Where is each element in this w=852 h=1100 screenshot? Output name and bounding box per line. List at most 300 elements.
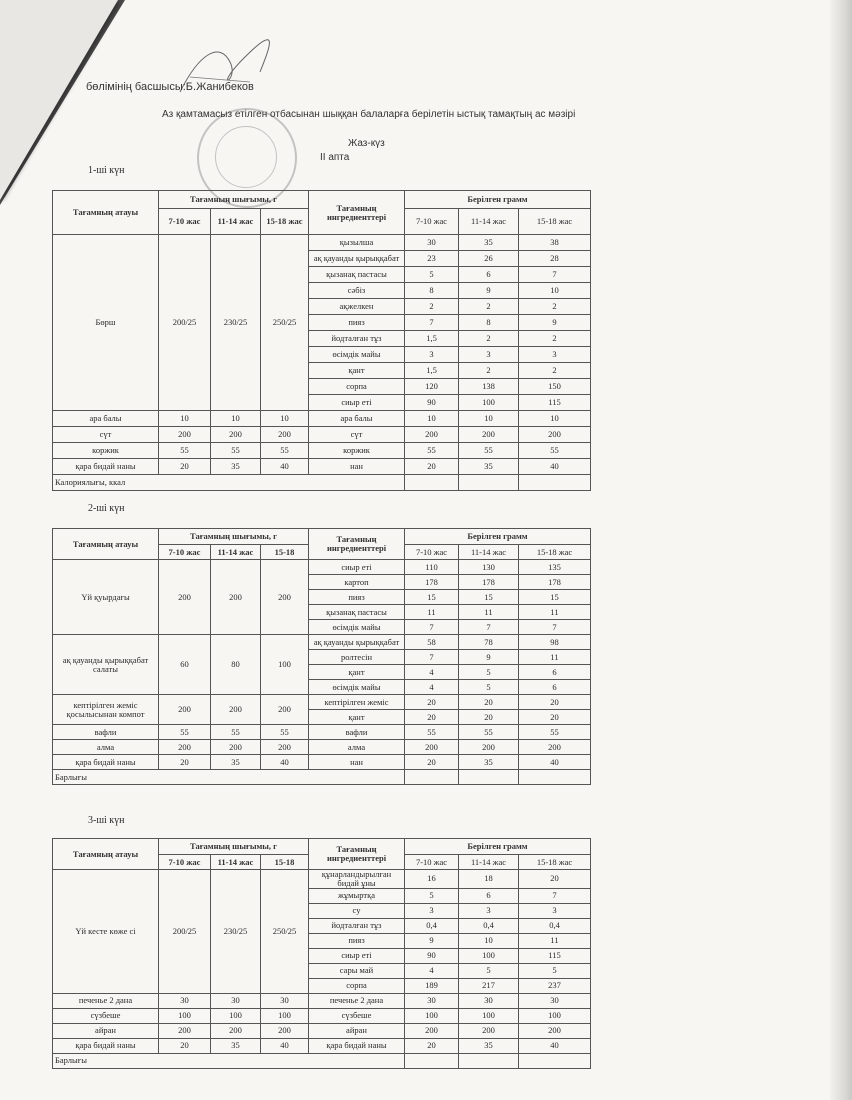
gram-value: 20: [519, 870, 591, 889]
ingredients-column-header: Тағамның ингредиенттері: [309, 839, 405, 870]
portion-value: 40: [261, 755, 309, 770]
gram-value: 9: [405, 933, 459, 948]
portion-value: 100: [211, 1008, 261, 1023]
gram-value: 20: [459, 695, 519, 710]
gram-value: 178: [459, 575, 519, 590]
gram-value: 150: [519, 379, 591, 395]
footer-cell: [405, 770, 459, 785]
footer-cell: [459, 475, 519, 491]
ingredients-column-header: Тағамның ингредиенттері: [309, 529, 405, 560]
gram-value: 11: [519, 605, 591, 620]
portion-age-header: 11-14 жас: [211, 545, 261, 560]
portion-value: 200: [159, 740, 211, 755]
gram-value: 6: [459, 888, 519, 903]
portion-age-header: 15-18: [261, 855, 309, 870]
gram-value: 200: [519, 427, 591, 443]
header-row: [53, 529, 591, 545]
footer-label: Барлығы: [53, 1053, 405, 1068]
grams-column-header: Берілген грамм: [405, 191, 591, 209]
gram-value: 7: [519, 620, 591, 635]
dish-name: Үй кесте көже сі: [53, 870, 159, 994]
portion-value: 40: [261, 1038, 309, 1053]
gram-value: 100: [459, 395, 519, 411]
dish-column-header: Тағамның атауы: [53, 191, 159, 235]
gram-value: 15: [405, 590, 459, 605]
portion-value: 200: [159, 695, 211, 725]
gram-value: 20: [405, 695, 459, 710]
dish-name: қара бидай наны: [53, 1038, 159, 1053]
day-1-menu-table: [52, 190, 591, 491]
gram-value: 38: [519, 235, 591, 251]
gram-value: 90: [405, 395, 459, 411]
portion-value: 100: [261, 635, 309, 695]
gram-value: 7: [519, 267, 591, 283]
portion-value: 100: [261, 1008, 309, 1023]
table-row: [53, 235, 591, 251]
table-row: [53, 740, 591, 755]
dish-name: сүзбеше: [53, 1008, 159, 1023]
gram-value: 7: [459, 620, 519, 635]
gram-value: 40: [519, 459, 591, 475]
grams-age-header: 11-14 жас: [459, 545, 519, 560]
portion-age-header: 7-10 жас: [159, 545, 211, 560]
ingredient-name: ара балы: [309, 411, 405, 427]
dish-name: қара бидай наны: [53, 459, 159, 475]
grams-age-header: 11-14 жас: [459, 209, 519, 235]
gram-value: 189: [405, 978, 459, 993]
ingredient-name: ролтесін: [309, 650, 405, 665]
gram-value: 7: [405, 315, 459, 331]
portion-value: 200: [159, 560, 211, 635]
gram-value: 15: [459, 590, 519, 605]
ingredient-name: құнарландырылған бидай ұны: [309, 870, 405, 889]
dish-name: қара бидай наны: [53, 755, 159, 770]
ingredient-name: сиыр еті: [309, 948, 405, 963]
gram-value: 55: [519, 443, 591, 459]
gram-value: 200: [405, 740, 459, 755]
portion-value: 200: [261, 695, 309, 725]
ingredient-name: су: [309, 903, 405, 918]
table-row: [53, 725, 591, 740]
gram-value: 4: [405, 963, 459, 978]
portion-value: 55: [261, 443, 309, 459]
gram-value: 0,4: [459, 918, 519, 933]
ingredient-name: қант: [309, 665, 405, 680]
table-row: [53, 1038, 591, 1053]
gram-value: 3: [405, 347, 459, 363]
footer-label: Калориялығы, ккал: [53, 475, 405, 491]
gram-value: 6: [459, 267, 519, 283]
ingredient-name: сиыр еті: [309, 395, 405, 411]
portion-value: 10: [211, 411, 261, 427]
gram-value: 11: [519, 933, 591, 948]
gram-value: 8: [405, 283, 459, 299]
footer-cell: [519, 1053, 591, 1068]
gram-value: 20: [405, 1038, 459, 1053]
gram-value: 7: [405, 620, 459, 635]
gram-value: 6: [519, 665, 591, 680]
table-row: [53, 870, 591, 889]
portion-value: 100: [159, 1008, 211, 1023]
dish-name: кептірілген жеміс қосылысынан компот: [53, 695, 159, 725]
gram-value: 3: [459, 903, 519, 918]
portion-column-header: Тағамның шығымы, г: [159, 191, 309, 209]
gram-value: 9: [459, 650, 519, 665]
gram-value: 4: [405, 665, 459, 680]
grams-age-header: 7-10 жас: [405, 855, 459, 870]
gram-value: 7: [405, 650, 459, 665]
portion-value: 55: [211, 725, 261, 740]
gram-value: 23: [405, 251, 459, 267]
day-2-menu-table: [52, 528, 591, 785]
gram-value: 4: [405, 680, 459, 695]
header-row: [53, 839, 591, 855]
portion-column-header: Тағамның шығымы, г: [159, 839, 309, 855]
gram-value: 2: [519, 363, 591, 379]
ingredient-name: өсімдік майы: [309, 680, 405, 695]
portion-value: 30: [159, 993, 211, 1008]
portion-value: 230/25: [211, 870, 261, 994]
ingredient-name: сорпа: [309, 978, 405, 993]
grams-age-header: 15-18 жас: [519, 545, 591, 560]
footer-cell: [459, 1053, 519, 1068]
scanner-edge: [830, 0, 852, 1100]
gram-value: 1,5: [405, 331, 459, 347]
table-row: [53, 459, 591, 475]
portion-value: 200: [261, 740, 309, 755]
ingredient-name: өсімдік майы: [309, 347, 405, 363]
gram-value: 10: [459, 411, 519, 427]
portion-value: 55: [261, 725, 309, 740]
gram-value: 200: [405, 427, 459, 443]
gram-value: 3: [459, 347, 519, 363]
portion-value: 200: [211, 740, 261, 755]
gram-value: 2: [405, 299, 459, 315]
gram-value: 78: [459, 635, 519, 650]
portion-value: 250/25: [261, 235, 309, 411]
portion-value: 10: [159, 411, 211, 427]
table-row: [53, 1023, 591, 1038]
table-row: [53, 1008, 591, 1023]
dish-name: коржик: [53, 443, 159, 459]
portion-value: 200: [159, 1023, 211, 1038]
table-row: [53, 695, 591, 710]
ingredient-name: картоп: [309, 575, 405, 590]
gram-value: 110: [405, 560, 459, 575]
gram-value: 58: [405, 635, 459, 650]
gram-value: 20: [405, 459, 459, 475]
ingredient-name: айран: [309, 1023, 405, 1038]
grams-age-header: 7-10 жас: [405, 209, 459, 235]
gram-value: 200: [519, 1023, 591, 1038]
portion-age-header: 15-18 жас: [261, 209, 309, 235]
table-row: [53, 411, 591, 427]
grams-column-header: Берілген грамм: [405, 839, 591, 855]
grams-age-header: 15-18 жас: [519, 209, 591, 235]
dish-name: ақ қауанды қырыққабат салаты: [53, 635, 159, 695]
gram-value: 178: [519, 575, 591, 590]
ingredient-name: қант: [309, 710, 405, 725]
portion-age-header: 7-10 жас: [159, 855, 211, 870]
dish-name: ара балы: [53, 411, 159, 427]
gram-value: 11: [405, 605, 459, 620]
gram-value: 0,4: [519, 918, 591, 933]
gram-value: 55: [405, 443, 459, 459]
gram-value: 11: [519, 650, 591, 665]
ingredient-name: өсімдік майы: [309, 620, 405, 635]
ingredient-name: сорпа: [309, 379, 405, 395]
grams-column-header: Берілген грамм: [405, 529, 591, 545]
gram-value: 35: [459, 459, 519, 475]
gram-value: 40: [519, 1038, 591, 1053]
table-row: [53, 560, 591, 575]
gram-value: 20: [519, 695, 591, 710]
ingredient-name: пияз: [309, 933, 405, 948]
gram-value: 115: [519, 948, 591, 963]
dish-column-header: Тағамның атауы: [53, 839, 159, 870]
ingredient-name: печенье 2 дана: [309, 993, 405, 1008]
portion-age-header: 7-10 жас: [159, 209, 211, 235]
gram-value: 28: [519, 251, 591, 267]
gram-value: 200: [405, 1023, 459, 1038]
dish-name: алма: [53, 740, 159, 755]
portion-value: 55: [159, 443, 211, 459]
gram-value: 115: [519, 395, 591, 411]
dish-name: сүт: [53, 427, 159, 443]
gram-value: 100: [519, 1008, 591, 1023]
portion-value: 20: [159, 459, 211, 475]
gram-value: 200: [459, 1023, 519, 1038]
portion-value: 200: [261, 427, 309, 443]
ingredient-name: ақ қауанды қырыққабат: [309, 635, 405, 650]
gram-value: 100: [459, 1008, 519, 1023]
footer-label: Барлығы: [53, 770, 405, 785]
gram-value: 9: [519, 315, 591, 331]
footer-row: [53, 1053, 591, 1068]
gram-value: 2: [459, 331, 519, 347]
gram-value: 138: [459, 379, 519, 395]
day-3-label: 3-ші күн: [88, 815, 125, 826]
table-row: [53, 427, 591, 443]
portion-value: 60: [159, 635, 211, 695]
day-1-label: 1-ші күн: [88, 165, 125, 176]
gram-value: 5: [405, 888, 459, 903]
table-row: [53, 635, 591, 650]
table-row: [53, 993, 591, 1008]
week-label: ІІ апта: [320, 152, 350, 163]
gram-value: 55: [459, 725, 519, 740]
ingredient-name: қызанақ пастасы: [309, 605, 405, 620]
gram-value: 200: [459, 740, 519, 755]
table-row: [53, 755, 591, 770]
document-title: Аз қамтамасыз етілген отбасынан шыққан балаларға берілетін ыстық тамақтың ас мәзірі: [162, 109, 576, 120]
ingredient-name: йодталған тұз: [309, 918, 405, 933]
portion-age-header: 11-14 жас: [211, 209, 261, 235]
portion-value: 40: [261, 459, 309, 475]
gram-value: 18: [459, 870, 519, 889]
grams-age-header: 7-10 жас: [405, 545, 459, 560]
ingredient-name: пияз: [309, 590, 405, 605]
portion-value: 55: [159, 725, 211, 740]
header-row: [53, 191, 591, 209]
portion-value: 35: [211, 1038, 261, 1053]
portion-value: 20: [159, 755, 211, 770]
portion-value: 35: [211, 755, 261, 770]
gram-value: 2: [519, 331, 591, 347]
gram-value: 40: [519, 755, 591, 770]
gram-value: 20: [405, 710, 459, 725]
gram-value: 55: [405, 725, 459, 740]
portion-value: 30: [211, 993, 261, 1008]
dish-name: печенье 2 дана: [53, 993, 159, 1008]
gram-value: 237: [519, 978, 591, 993]
dish-name: Үй қуырдағы: [53, 560, 159, 635]
grams-age-header: 15-18 жас: [519, 855, 591, 870]
portion-value: 200/25: [159, 870, 211, 994]
gram-value: 55: [519, 725, 591, 740]
ingredient-name: сүзбеше: [309, 1008, 405, 1023]
footer-row: [53, 475, 591, 491]
gram-value: 217: [459, 978, 519, 993]
ingredients-column-header: Тағамның ингредиенттері: [309, 191, 405, 235]
portion-value: 200/25: [159, 235, 211, 411]
portion-value: 200: [211, 1023, 261, 1038]
gram-value: 8: [459, 315, 519, 331]
ingredient-name: қант: [309, 363, 405, 379]
gram-value: 120: [405, 379, 459, 395]
gram-value: 20: [405, 755, 459, 770]
ingredient-name: коржик: [309, 443, 405, 459]
portion-value: 35: [211, 459, 261, 475]
gram-value: 3: [405, 903, 459, 918]
gram-value: 35: [459, 755, 519, 770]
portion-value: 200: [211, 427, 261, 443]
gram-value: 11: [459, 605, 519, 620]
ingredient-name: қызылша: [309, 235, 405, 251]
dish-name: айран: [53, 1023, 159, 1038]
gram-value: 0,4: [405, 918, 459, 933]
gram-value: 5: [459, 680, 519, 695]
approval-line: кін:: [68, 63, 83, 74]
gram-value: 135: [519, 560, 591, 575]
ingredient-name: сиыр еті: [309, 560, 405, 575]
ingredient-name: жұмыртқа: [309, 888, 405, 903]
ingredient-name: сәбіз: [309, 283, 405, 299]
grams-age-header: 11-14 жас: [459, 855, 519, 870]
gram-value: 3: [519, 903, 591, 918]
gram-value: 10: [519, 411, 591, 427]
ingredient-name: вафли: [309, 725, 405, 740]
dish-column-header: Тағамның атауы: [53, 529, 159, 560]
gram-value: 100: [459, 948, 519, 963]
gram-value: 26: [459, 251, 519, 267]
gram-value: 6: [519, 680, 591, 695]
footer-cell: [519, 770, 591, 785]
ingredient-name: ақжелкен: [309, 299, 405, 315]
gram-value: 20: [459, 710, 519, 725]
day-3-menu-table: [52, 838, 591, 1069]
ingredient-name: ақ қауанды қырыққабат: [309, 251, 405, 267]
gram-value: 2: [459, 299, 519, 315]
ingredient-name: сары май: [309, 963, 405, 978]
gram-value: 1,5: [405, 363, 459, 379]
ingredient-name: қызанақ пастасы: [309, 267, 405, 283]
portion-value: 250/25: [261, 870, 309, 994]
gram-value: 130: [459, 560, 519, 575]
ingredient-name: йодталған тұз: [309, 331, 405, 347]
footer-cell: [459, 770, 519, 785]
portion-value: 200: [211, 695, 261, 725]
ingredient-name: алма: [309, 740, 405, 755]
gram-value: 3: [519, 347, 591, 363]
ingredient-name: қара бидай наны: [309, 1038, 405, 1053]
portion-value: 200: [261, 1023, 309, 1038]
portion-value: 200: [211, 560, 261, 635]
portion-column-header: Тағамның шығымы, г: [159, 529, 309, 545]
ingredient-name: кептірілген жеміс: [309, 695, 405, 710]
gram-value: 10: [519, 283, 591, 299]
gram-value: 98: [519, 635, 591, 650]
footer-cell: [405, 1053, 459, 1068]
gram-value: 35: [459, 1038, 519, 1053]
gram-value: 16: [405, 870, 459, 889]
gram-value: 90: [405, 948, 459, 963]
portion-value: 30: [261, 993, 309, 1008]
gram-value: 30: [405, 993, 459, 1008]
department-head-line: бөлімінің басшысы:Б.Жанибеков: [86, 81, 254, 93]
gram-value: 15: [519, 590, 591, 605]
portion-value: 55: [211, 443, 261, 459]
footer-cell: [519, 475, 591, 491]
gram-value: 10: [459, 933, 519, 948]
gram-value: 100: [405, 1008, 459, 1023]
portion-value: 10: [261, 411, 309, 427]
footer-row: [53, 770, 591, 785]
gram-value: 200: [519, 740, 591, 755]
day-2-label: 2-ші күн: [88, 503, 125, 514]
gram-value: 178: [405, 575, 459, 590]
gram-value: 20: [519, 710, 591, 725]
gram-value: 35: [459, 235, 519, 251]
season-label: Жаз-күз: [348, 138, 385, 149]
ingredient-name: нан: [309, 755, 405, 770]
portion-age-header: 11-14 жас: [211, 855, 261, 870]
dish-name: вафли: [53, 725, 159, 740]
gram-value: 2: [519, 299, 591, 315]
footer-cell: [405, 475, 459, 491]
portion-value: 20: [159, 1038, 211, 1053]
gram-value: 30: [459, 993, 519, 1008]
gram-value: 30: [405, 235, 459, 251]
gram-value: 5: [459, 665, 519, 680]
gram-value: 5: [519, 963, 591, 978]
gram-value: 9: [459, 283, 519, 299]
gram-value: 200: [459, 427, 519, 443]
gram-value: 5: [459, 963, 519, 978]
gram-value: 10: [405, 411, 459, 427]
portion-value: 200: [159, 427, 211, 443]
ingredient-name: нан: [309, 459, 405, 475]
portion-value: 200: [261, 560, 309, 635]
gram-value: 7: [519, 888, 591, 903]
portion-value: 80: [211, 635, 261, 695]
gram-value: 5: [405, 267, 459, 283]
gram-value: 2: [459, 363, 519, 379]
page-fold-corner: [0, 0, 118, 200]
ingredient-name: пияз: [309, 315, 405, 331]
dish-name: Бөрш: [53, 235, 159, 411]
gram-value: 30: [519, 993, 591, 1008]
